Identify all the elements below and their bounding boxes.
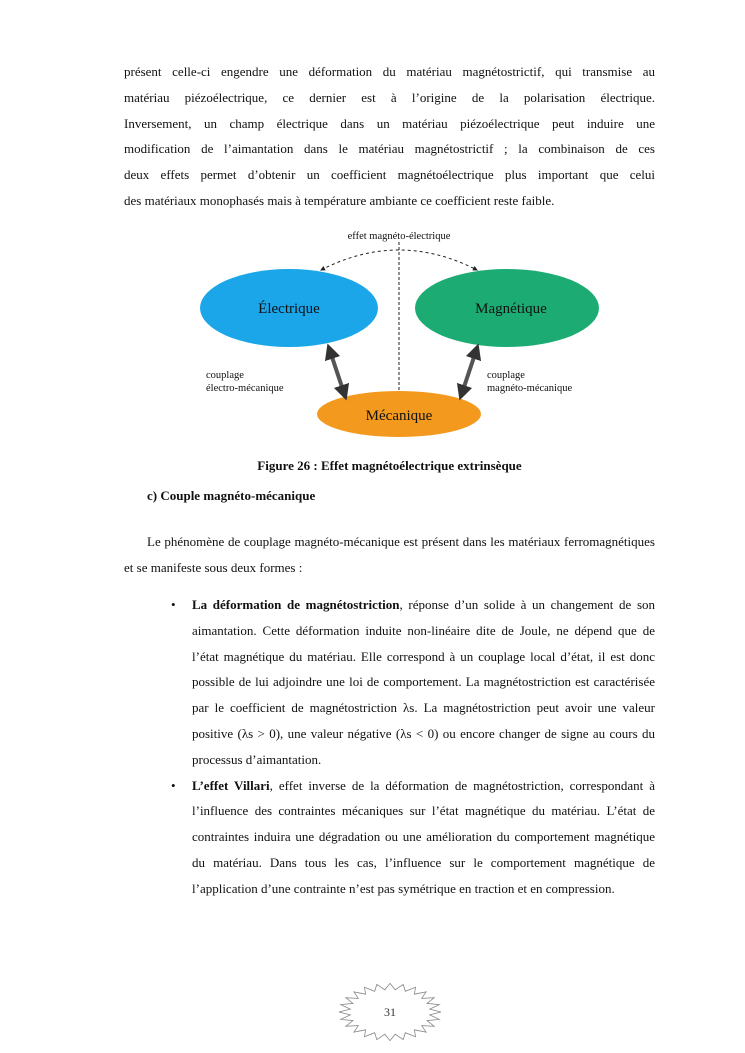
right-coupling-label: couplage bbox=[487, 370, 525, 381]
magneto-mechanical-arrow bbox=[461, 348, 477, 396]
list-item bbox=[168, 592, 655, 773]
top-effect-label: effet magnéto-électrique bbox=[347, 231, 451, 242]
section-subheading: c) Couple magnéto-mécanique bbox=[147, 488, 316, 503]
intro-line: des matériaux monophasés mais à température ambiante ce coefficient reste faible. bbox=[124, 192, 555, 208]
bullet-list bbox=[168, 592, 655, 902]
intro-paragraph bbox=[124, 59, 655, 214]
mechanical-node-label: Mécanique bbox=[365, 408, 433, 424]
left-coupling-label: couplage bbox=[206, 370, 244, 381]
magnetoelectric-diagram bbox=[195, 226, 607, 442]
bullet-icon: • bbox=[171, 777, 176, 793]
page-number-badge bbox=[337, 982, 443, 1042]
bullet-text: , réponse d’un solide à un changement de son aimantation. Cette déformation induite non-linéaire dite de Joule, ne dépend que de l’état magnétique du matériau. Elle correspond à un couplage local d’état, il est donc possible de lui adjoindre une loi de comportement. La magnétostriction est caractérisée par le coefficient de magnétostriction λs. La magnétostriction peut avoir une valeur positive (λs > 0), une valeur négative (λs < 0) ou encore changer de signe au cours du processus d’aimantation. bbox=[192, 597, 656, 767]
body-paragraph bbox=[124, 529, 655, 581]
intro-line: modification de l’aimantation dans le matériau magnétostrictif ; la combinaison de ces bbox=[124, 141, 655, 157]
bullet-title: L’effet Villari bbox=[192, 777, 270, 793]
figure-caption: Figure 26 : Effet magnétoélectrique extrinsèque bbox=[257, 458, 522, 473]
electro-mechanical-arrow bbox=[329, 348, 345, 396]
list-item bbox=[168, 773, 655, 902]
magnetic-node-label: Magnétique bbox=[475, 301, 547, 317]
intro-line: matériau piézoélectrique, ce dernier est à l’origine de la polarisation électrique. bbox=[124, 89, 655, 105]
body-paragraph-text: Le phénomène de couplage magnéto-mécanique est présent dans les matériaux ferromagnétiques et se manifeste sous deux formes : bbox=[124, 534, 655, 575]
intro-line: Inversement, un champ électrique dans un matériau piézoélectrique peut induire une bbox=[124, 115, 655, 131]
intro-line: deux effets permet d’obtenir un coefficient magnétoélectrique plus important que celui bbox=[124, 167, 655, 183]
right-coupling-label: magnéto-mécanique bbox=[487, 383, 573, 394]
electric-node-label: Électrique bbox=[258, 301, 320, 317]
left-coupling-label: électro-mécanique bbox=[206, 383, 284, 394]
figure-diagram bbox=[195, 226, 607, 442]
bullet-text: , effet inverse de la déformation de magnétostriction, correspondant à l’influence des contraintes mécaniques sur l’état magnétique du matériau. L’état de contraintes induira une dégradation ou une amélioration du comportement magnétique du matériau. Dans tous les cas, l’influence sur le comportement magnétique de l’application d’une contrainte n’est pas symétrique en traction et en compression. bbox=[192, 777, 655, 896]
intro-line: présent celle-ci engendre une déformation du matériau magnétostrictif, qui transmise au bbox=[124, 64, 655, 79]
bullet-icon: • bbox=[171, 597, 176, 612]
bullet-title: La déformation de magnétostriction bbox=[192, 597, 400, 612]
page-number: 31 bbox=[384, 1005, 396, 1019]
